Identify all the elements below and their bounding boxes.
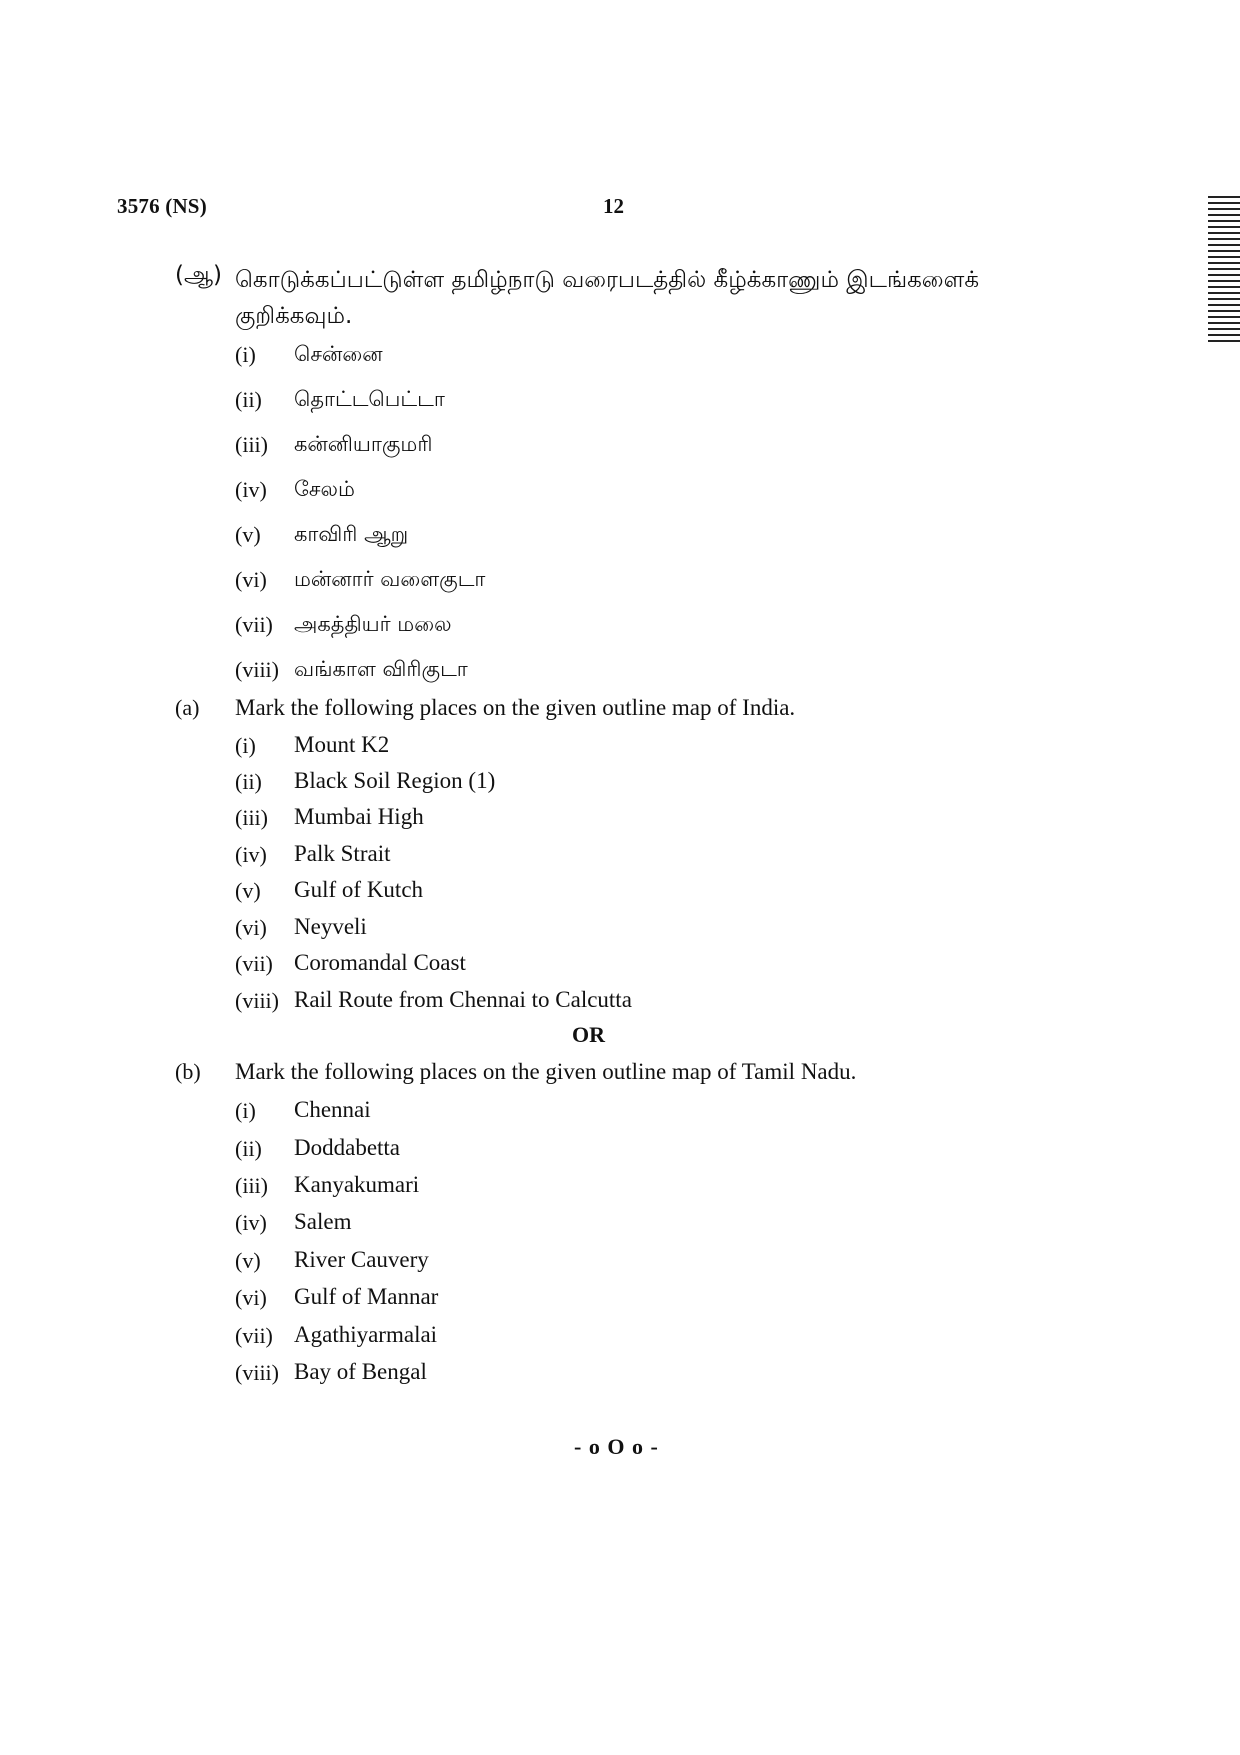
item-number: (iv) bbox=[235, 842, 267, 867]
item-text: வங்காள விரிகுடா bbox=[294, 657, 468, 681]
tamil-question-label: (ஆ) bbox=[175, 262, 223, 288]
item-text: காவிரி ஆறு bbox=[294, 522, 409, 546]
question-b-text: Mark the following places on the given outline map of Tamil Nadu. bbox=[235, 1059, 857, 1084]
item-text: Doddabetta bbox=[294, 1135, 401, 1160]
question-b-label: (b) bbox=[175, 1059, 201, 1084]
item-number: (ii) bbox=[235, 769, 262, 794]
item-text: Bay of Bengal bbox=[294, 1359, 427, 1384]
item-number: (iii) bbox=[235, 432, 268, 457]
item-text: சேலம் bbox=[294, 477, 355, 501]
item-number: (vi) bbox=[235, 915, 267, 940]
page-code: 3576 (NS) bbox=[117, 194, 207, 218]
question-a-text: Mark the following places on the given outline map of India. bbox=[235, 695, 796, 720]
barcode bbox=[1208, 196, 1240, 342]
item-text: Rail Route from Chennai to Calcutta bbox=[294, 987, 632, 1012]
item-number: (v) bbox=[235, 878, 261, 903]
item-number: (ii) bbox=[235, 387, 262, 412]
item-number: (ii) bbox=[235, 1136, 262, 1161]
item-number: (vii) bbox=[235, 951, 273, 976]
tamil-question-text: கொடுக்கப்பட்டுள்ள தமிழ்நாடு வரைபடத்தில் கீழ்க்காணும் இடங்களைக் குறிக்கவும். bbox=[235, 267, 980, 329]
item-number: (iii) bbox=[235, 805, 268, 830]
item-number: (vii) bbox=[235, 612, 273, 637]
item-number: (viii) bbox=[235, 657, 279, 682]
item-text: Neyveli bbox=[294, 914, 367, 939]
item-text: Palk Strait bbox=[294, 841, 391, 866]
item-number: (iii) bbox=[235, 1173, 268, 1198]
item-text: சென்னை bbox=[294, 342, 383, 366]
item-number: (v) bbox=[235, 1248, 261, 1273]
item-text: அகத்தியர் மலை bbox=[294, 612, 452, 636]
item-number: (i) bbox=[235, 733, 256, 758]
item-text: கன்னியாகுமரி bbox=[294, 432, 433, 456]
item-text: River Cauvery bbox=[294, 1247, 429, 1272]
item-text: Salem bbox=[294, 1209, 352, 1234]
or-separator: OR bbox=[572, 1022, 605, 1047]
item-text: Chennai bbox=[294, 1097, 371, 1122]
item-number: (vii) bbox=[235, 1323, 273, 1348]
item-text: Gulf of Mannar bbox=[294, 1284, 439, 1309]
item-number: (vi) bbox=[235, 1285, 267, 1310]
item-text: Black Soil Region (1) bbox=[294, 768, 496, 793]
item-number: (i) bbox=[235, 1098, 256, 1123]
question-a-label: (a) bbox=[175, 695, 200, 720]
item-number: (iv) bbox=[235, 1210, 267, 1235]
item-text: Coromandal Coast bbox=[294, 950, 466, 975]
item-text: Mumbai High bbox=[294, 804, 424, 829]
item-text: தொட்டபெட்டா bbox=[294, 387, 445, 411]
item-number: (i) bbox=[235, 342, 256, 367]
end-mark: - o O o - bbox=[574, 1434, 659, 1459]
page-number: 12 bbox=[603, 194, 624, 218]
item-number: (viii) bbox=[235, 988, 279, 1013]
item-text: Mount K2 bbox=[294, 732, 390, 757]
item-text: மன்னார் வளைகுடா bbox=[294, 567, 486, 591]
item-number: (viii) bbox=[235, 1360, 279, 1385]
item-text: Kanyakumari bbox=[294, 1172, 420, 1197]
item-number: (v) bbox=[235, 522, 261, 547]
item-number: (iv) bbox=[235, 477, 267, 502]
item-number: (vi) bbox=[235, 567, 267, 592]
item-text: Gulf of Kutch bbox=[294, 877, 424, 902]
item-text: Agathiyarmalai bbox=[294, 1322, 438, 1347]
